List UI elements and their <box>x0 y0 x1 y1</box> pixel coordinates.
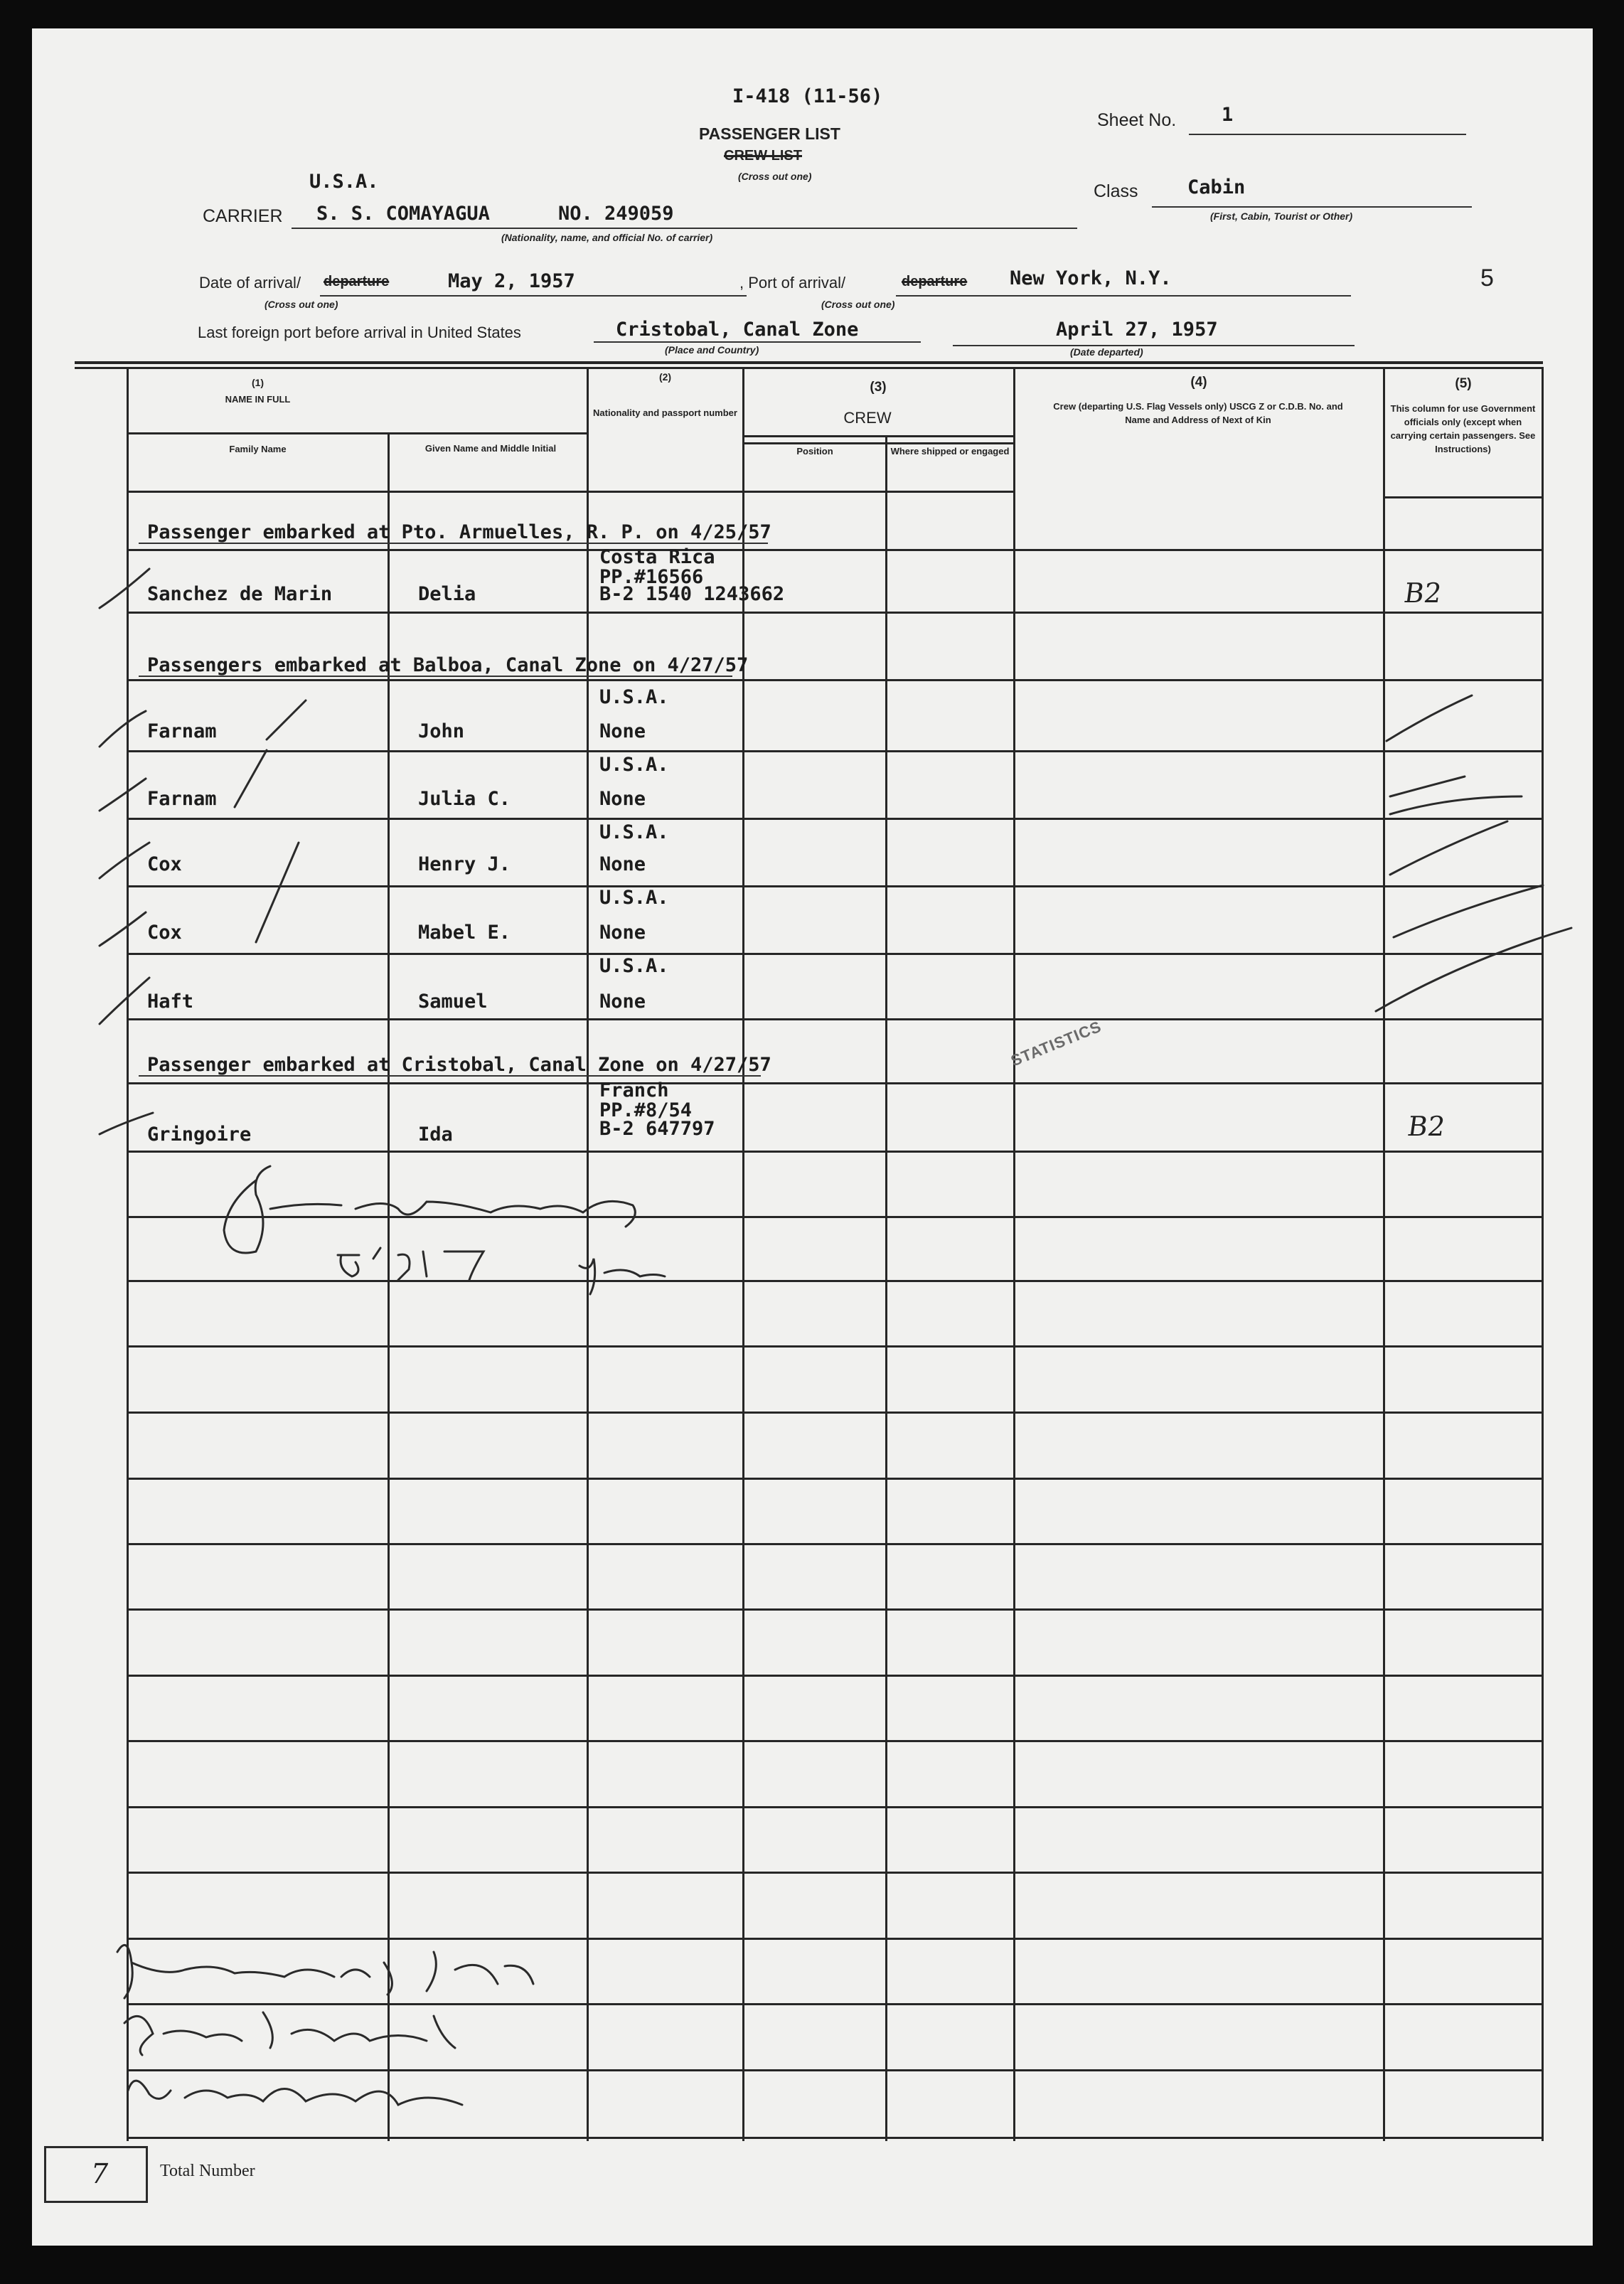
family-name: Farnam <box>147 788 217 810</box>
section-heading: Passengers embarked at Balboa, Canal Zone on 4/27/57 <box>147 654 749 676</box>
section-heading: Passenger embarked at Pto. Armuelles, R. P. on 4/25/57 <box>147 521 771 543</box>
form-number: I-418 (11-56) <box>732 85 883 107</box>
arrival-date: May 2, 1957 <box>448 270 575 292</box>
nationality: U.S.A. <box>599 821 669 843</box>
col5-number: (5) <box>1455 376 1472 391</box>
carrier-label: CARRIER <box>203 206 283 226</box>
passport: None <box>599 853 646 875</box>
nationality: Franch <box>599 1079 669 1101</box>
nationality: U.S.A. <box>599 686 669 708</box>
arrival-date-struck: departure <box>324 274 390 289</box>
given-name: Samuel <box>418 991 488 1013</box>
port-of-arrival-label: , Port of arrival/ <box>739 274 846 292</box>
col2-number: (2) <box>658 371 672 383</box>
total-number-value: 7 <box>91 2158 109 2189</box>
carrier-note: (Nationality, name, and official No. of carrier) <box>501 232 713 243</box>
last-port-label: Last foreign port before arrival in United States <box>198 324 521 341</box>
family-name: Haft <box>147 991 194 1013</box>
passport: PP.#8/54 <box>599 1099 693 1121</box>
form-title: PASSENGER LIST <box>699 124 840 143</box>
given-name: Delia <box>418 583 476 605</box>
last-port: Cristobal, Canal Zone <box>616 319 859 341</box>
family-name: Cox <box>147 922 182 944</box>
visa: B-2 647797 <box>599 1118 715 1140</box>
date-departed-note: (Date departed) <box>1070 346 1143 358</box>
col1-number: (1) <box>251 377 265 388</box>
given-name: Henry J. <box>418 853 511 875</box>
carrier-nationality: U.S.A. <box>309 171 379 193</box>
class-note: (First, Cabin, Tourist or Other) <box>1210 210 1353 222</box>
passport: PP.#16566 <box>599 566 704 588</box>
class-value: Cabin <box>1187 176 1246 198</box>
date-departed: April 27, 1957 <box>1056 319 1218 341</box>
carrier-name: S. S. COMAYAGUA <box>316 203 490 225</box>
port-of-arrival: New York, N.Y. <box>1010 267 1172 289</box>
last-port-note: (Place and Country) <box>665 344 759 356</box>
given-name: Julia C. <box>418 788 511 810</box>
nationality: U.S.A. <box>599 754 669 776</box>
col4-header: Crew (departing U.S. Flag Vessels only) USCG Z or C.D.B. No. and Name and Address of Next of Kin <box>1053 401 1343 425</box>
passport: None <box>599 922 646 944</box>
nationality: Costa Rica <box>599 546 715 568</box>
visa: B-2 1540 1243662 <box>599 583 785 605</box>
passport: None <box>599 720 646 742</box>
family-name: Gringoire <box>147 1124 252 1146</box>
family-name: Cox <box>147 853 182 875</box>
col1b-header: Given Name and Middle Initial <box>424 443 557 454</box>
column5-mark: B2 <box>1405 1111 1448 1142</box>
sheet-no-value: 1 <box>1222 104 1234 126</box>
col3a-header: Position <box>796 446 833 457</box>
passport: None <box>599 991 646 1013</box>
col3b-header: Where shipped or engaged <box>890 446 1010 457</box>
port-of-arrival-struck: departure <box>902 274 968 289</box>
family-name: Sanchez de Marin <box>147 583 333 605</box>
passport: None <box>599 788 646 810</box>
sheet-no-label: Sheet No. <box>1097 110 1177 130</box>
family-name: Farnam <box>147 720 217 742</box>
margin-number: 5 <box>1480 265 1494 292</box>
arrival-date-label: Date of arrival/ <box>199 274 301 292</box>
col3-number: (3) <box>870 380 887 395</box>
total-number-label: Total Number <box>160 2162 255 2180</box>
carrier-number: NO. 249059 <box>558 203 674 225</box>
given-name: Ida <box>418 1124 453 1146</box>
col4-number: (4) <box>1190 375 1207 390</box>
class-label: Class <box>1094 181 1138 201</box>
cross-out-note: (Cross out one) <box>738 171 812 182</box>
given-name: Mabel E. <box>418 922 511 944</box>
nationality: U.S.A. <box>599 887 669 909</box>
crew-list-struck: CREW LIST <box>724 148 802 164</box>
section-heading: Passenger embarked at Cristobal, Canal Zone on 4/27/57 <box>147 1054 771 1076</box>
given-name: John <box>418 720 465 742</box>
col3-header: CREW <box>843 409 892 427</box>
nationality: U.S.A. <box>599 955 669 977</box>
col2-header: Nationality and passport number <box>593 407 737 418</box>
port-note: (Cross out one) <box>821 299 895 310</box>
column5-mark: B2 <box>1401 577 1444 609</box>
col1a-header: Family Name <box>229 444 287 454</box>
col5-header: This column for use Government officials only (except when carrying certain passengers. See Instructions) <box>1390 403 1536 454</box>
statistics-stamp: STATISTICS <box>1008 1017 1104 1070</box>
arrival-date-note: (Cross out one) <box>265 299 338 310</box>
col1-header: NAME IN FULL <box>225 394 291 405</box>
